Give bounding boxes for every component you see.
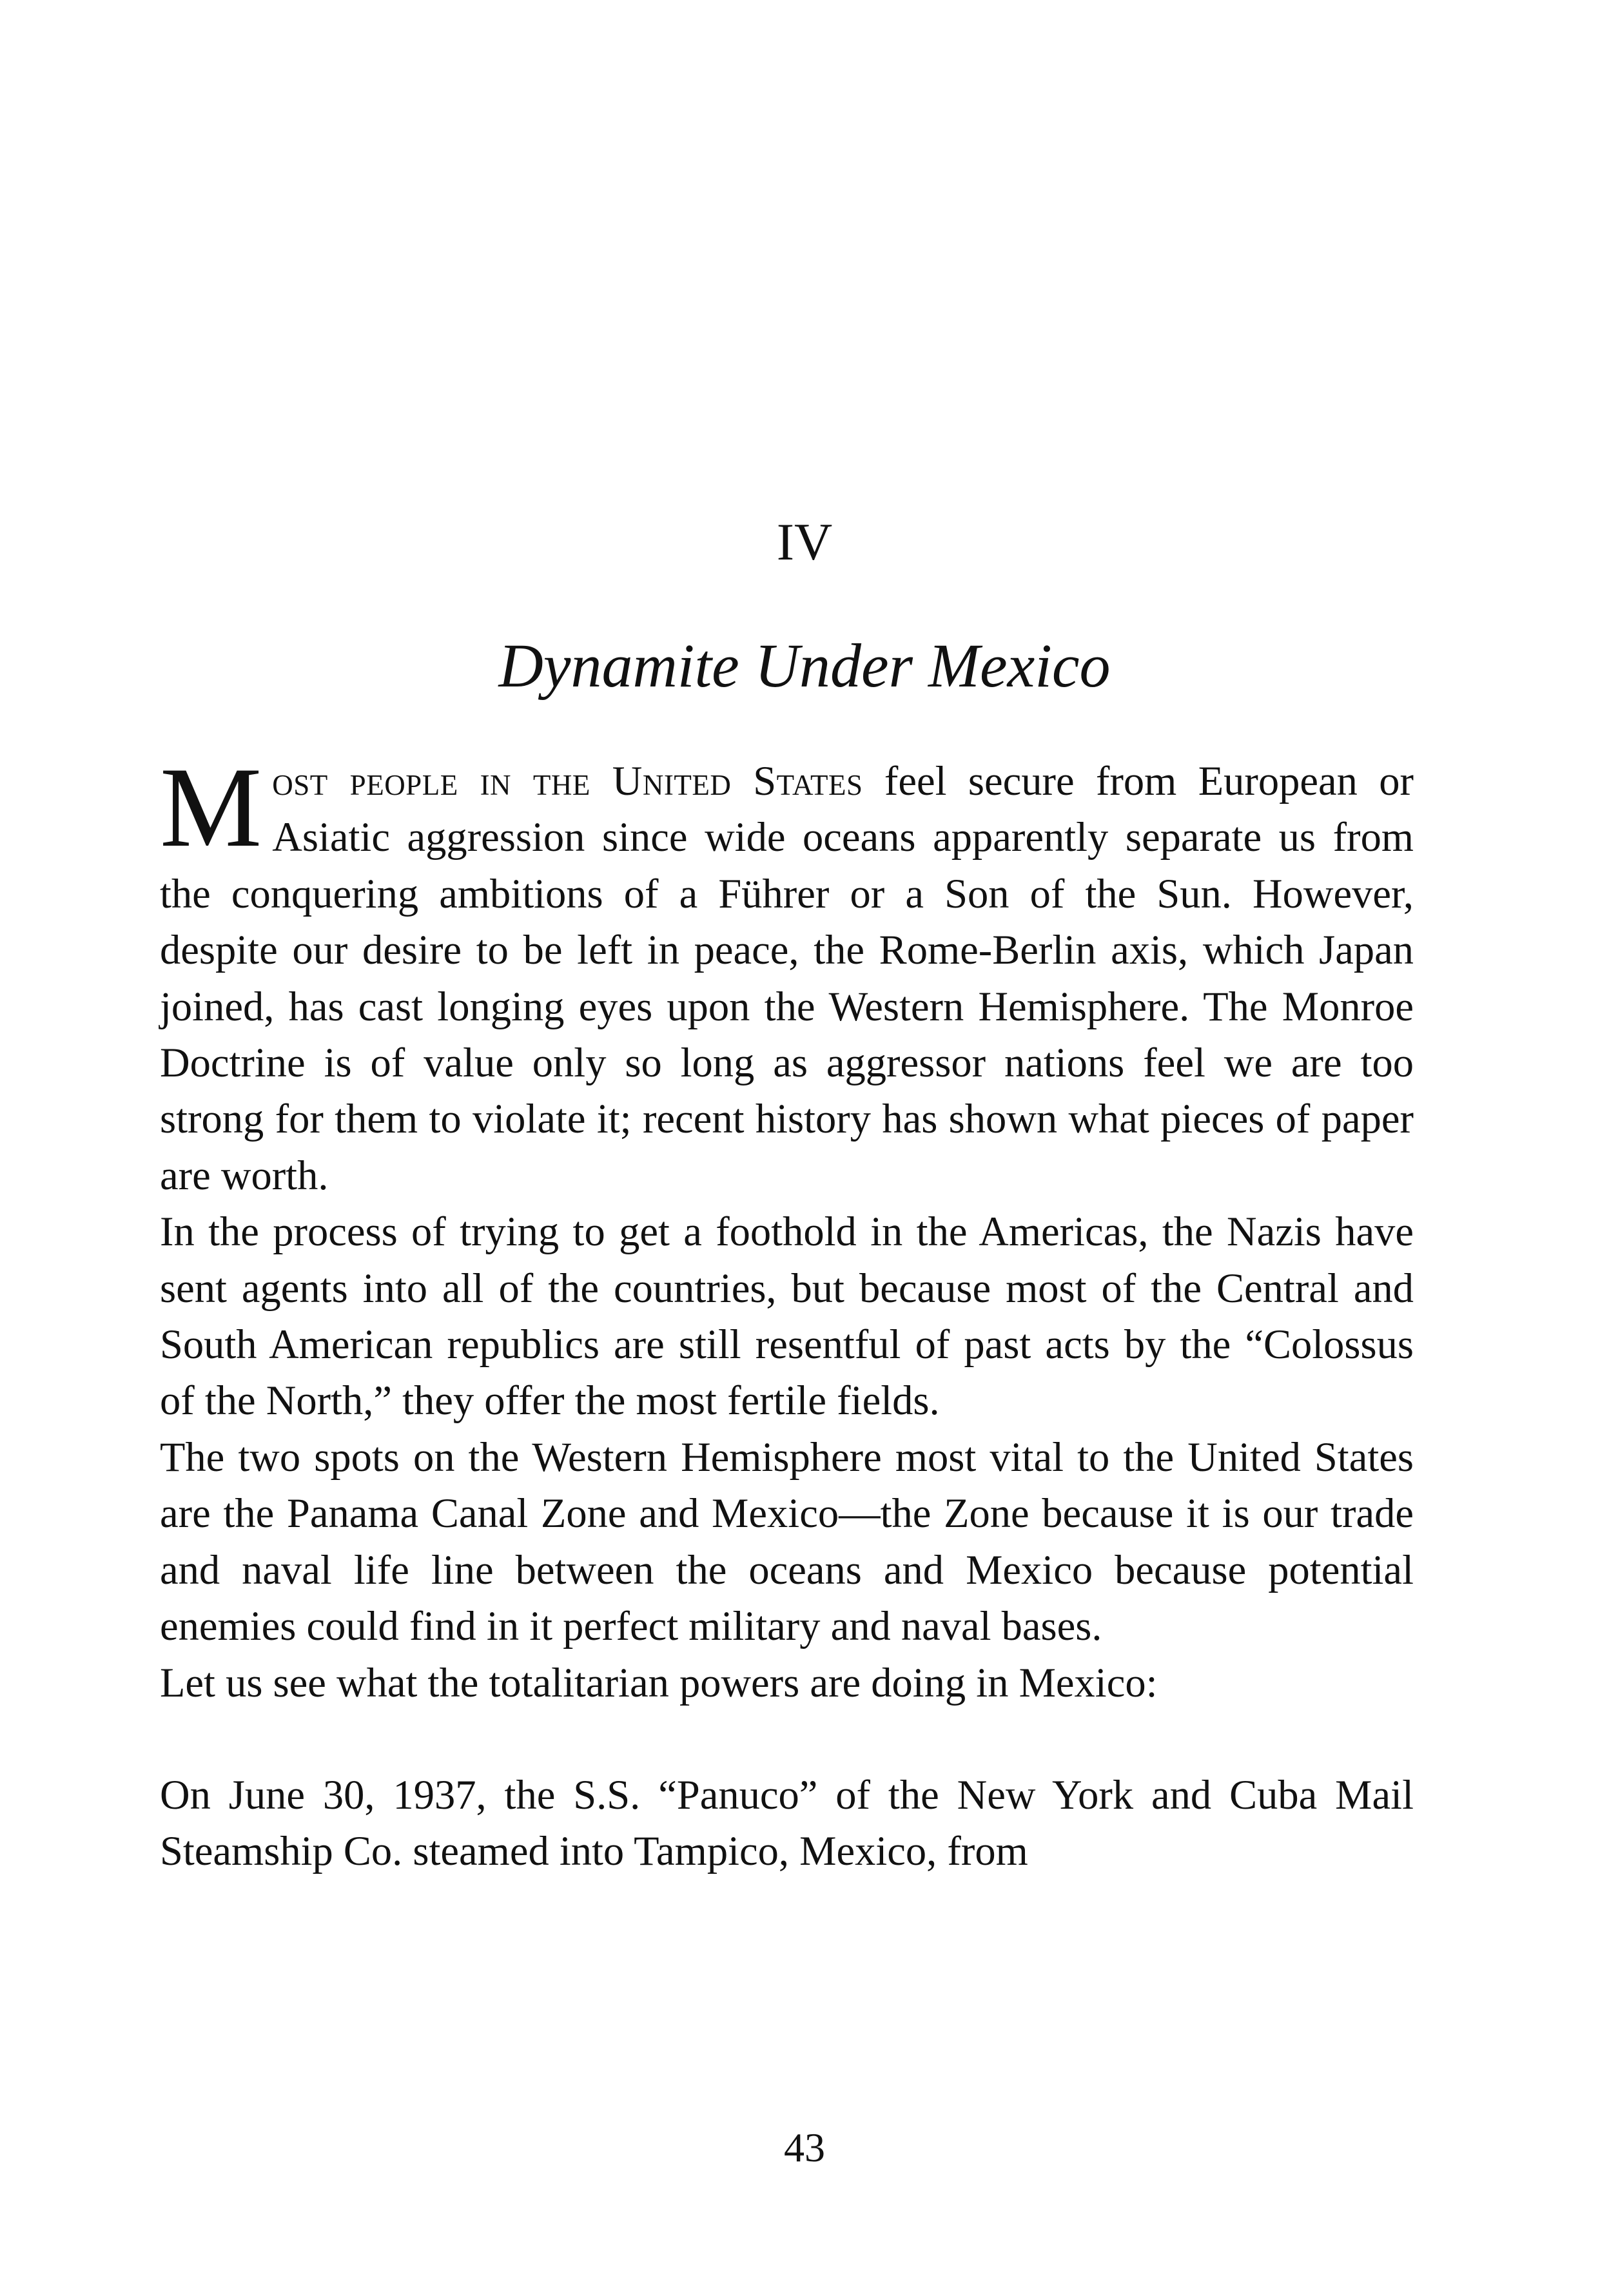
chapter-number: IV: [776, 512, 833, 571]
chapter-title: Dynamite Under Mexico: [498, 631, 1111, 700]
drop-cap: M: [160, 743, 262, 871]
opening-paragraph: [160, 743, 1414, 1203]
opening-text: feel secure from European or Asiatic aggression since wide oceans apparently separate us from the conquering ambitions of a Führer or a Son of the Sun. However, despite our desire to be left in peace, the Rome-Berlin axis, which Japan joined, has cast longing eyes upon the Western Hemisphere. The Monroe Doctrine is of value only so long as aggressor nations feel we are too strong for them to violate it; recent history has shown what pieces of paper are worth.: [160, 758, 1414, 1198]
body-text: [160, 743, 1414, 1880]
paragraph: The two spots on the Western Hemisphere most vital to the United States are the Panama Canal Zone and Mexico—the Zone because it is our trade and naval life line between the oceans and Mexico because potential enemies could find in it perfect military and naval bases.: [160, 1434, 1414, 1649]
paragraph: In the process of trying to get a foothold in the Americas, the Nazis have sent agents into all of the countries, but because most of the Central and South American republics are still resentful of past acts by the “Colossus of the North,” they offer the most fertile fields.: [160, 1209, 1414, 1424]
paragraph: Let us see what the totalitarian powers are doing in Mexico:: [160, 1659, 1158, 1706]
page-number: 43: [784, 2125, 825, 2170]
section-start-paragraph: On June 30, 1937, the S.S. “Panuco” of the New York and Cuba Mail Steamship Co. steamed into Tampico, Mexico, from: [160, 1771, 1414, 1874]
opening-small-caps: ost people in the United States: [272, 758, 863, 804]
